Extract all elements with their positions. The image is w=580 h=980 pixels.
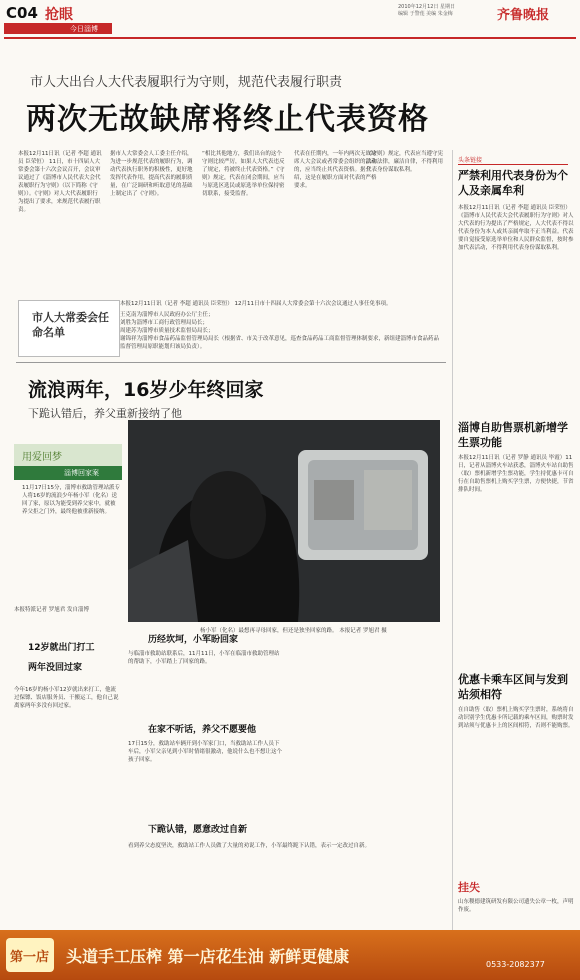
appointment-item: 刘胜为淄博市工商行政管理局局长； [120,320,209,326]
appointment-item: 周建苏为淄博市质量技术监督局局长； [120,328,214,334]
section-heading: 历经坎坷，小军盼回家 [148,635,239,645]
right-article-body: 本报12月11日讯（记者 李超 通讯员 臣荣恒）《淄博市人民代表大会代表履职行为守则》对人大代表的行为提出了严格规定，人大代表不得以代表身份为本人或其亲属牟取不正当利益。代表要自觉接受原选举单位和人民群众监督，按时参加代表活动，不得利用代表身份谋取私利。 [458,205,574,251]
tag-label: 淄博回家案 [64,469,99,477]
right-article-body: 本报12月11日讯（记者 罗静 通讯员 毕霞）11日，记者从淄博火车站获悉，淄博火车站自助售（取）票机新增学生票功能，学生持优惠卡可自行在自助售票机上购买学生票，方便快捷，节省排队时间。 [458,455,574,493]
right-column-head: 头条链接 [458,155,568,165]
section-heading: 12岁就出门打工 [28,643,95,653]
right-notice-body: 山东稷德建筑研发有限公司遗失公章一枚，声明作废。 [458,899,574,913]
story-title: 流浪两年，16岁少年终回家 [28,379,264,401]
article-column-4: 代表在任期内，一年内两次无故缺席人大会议或者常委会组织的活动的，应当终止其代表资格。据介绍，这是在履职方面对代表的严格要求。 [294,151,377,189]
ad-slogan: 头道手工压榨 第一店花生油 新鲜更健康 [66,947,350,966]
footer-advertisement [0,930,580,980]
section-heading: 两年没回过家 [28,663,83,673]
story-body: 与临淄市救助站联系后，11月11日，小军在临淄市救助管理站的帮助下，小军踏上了回家的路。 [128,651,280,665]
bus-window-illustration [128,420,440,622]
story-lead: 11月17日15分，淄博市救助管理站派专人将16岁的流浪少年杨小军（化名）送回了家，原以为能受到养父家中，就被养父拒之门外，最终他被重新接纳。 [22,485,120,515]
headline-kicker: 市人大出台人大代表履职行为守则，规范代表履行职责 [30,75,343,90]
appointment-item: 谢锦祥为淄博市食品药品监督管理局局长（根据省、市关于改革意见，巡查食品药品工商监督管理体制要求，新组建淄博市食品药品监督管理局原职能划归该局负责）。 [120,336,440,350]
headline-title: 两次无故缺席将终止代表资格 [26,102,429,137]
subsection-label: 今日淄博 [70,25,98,33]
issue-date: 2010年12月12日 星期日 [398,4,456,10]
right-article-body: 在自助售（取）票机上购买学生票时，系统将自动识别学生优惠卡所记载的乘车区间，购票时发到站须与优惠卡上的区间相符，否则不能购票。 [458,707,574,729]
paper-logo: 齐鲁晚报 [497,8,550,23]
news-photo [128,420,440,622]
article-column-1: 本报12月11日讯（记者 李超 通讯员 臣荣恒） 11日，市十四届人大常委会第十六次会议召开，会议审议通过了《淄博市人民代表大会代表履职行为守则》（以下简称《守则》）。《守则》对人大代表履职行为提出了要求，来规范代表履行职责。 [18,151,102,213]
right-article-title: 淄博自助售票机新增学生票功能 [458,421,568,449]
appointment-box-label: 市人大常委会任命名单 [32,311,109,339]
editor-line: 编辑 于警莲 美编 朱金梅 [398,11,453,17]
photo-caption: 杨小军（化名）最想再寻母回家，但还是独坐回家的路。 本报记者 罗旭君 摄 [200,628,387,634]
ad-brand: 第一店 [10,950,50,965]
story-body: 看到养父态度坚决，救助站工作人员做了大量的劝说工作，小军最终跪下认错，表示一定改过自新。 [128,843,371,849]
issue-info [398,4,455,18]
feature-label-bar [14,444,122,466]
ad-logo-box [6,938,54,972]
tag-bar [14,466,122,480]
section-title: 抢眼 [45,7,73,23]
story-body: 17日15分，救助站车辆开到小军家门口，当救助站工作人员下车后，小军父亲见到小军时情绪很激动，他说什么也不想让这个孩子回家。 [128,741,283,763]
appointment-item: 王克南为淄博市人民政府办公厅主任； [120,312,214,318]
right-article-title: 严禁利用代表身份为个人及亲属牟利 [458,169,568,197]
right-notice-title: 挂失 [458,881,480,894]
section-heading: 下跪认错，愿意改过自新 [148,825,248,835]
feature-label: 用爱回梦 [22,452,62,463]
page-code: C04 [6,4,38,22]
section-divider [16,362,446,363]
story-byline: 本报特派记者 罗旭君 发自淄博 [14,607,89,613]
header-rule [4,37,576,39]
story-subtitle: 下跪认错后，养父重新接纳了他 [28,407,182,420]
article-column-2: 据市人大常委会人工委主任介绍，为进一步规范代表的履职行为，调动代表执行职务的积极性，更好地发挥代表作用，提高代表的履职质量，在广泛调研和听取意见的基础上制定出了《守则》。 [110,151,193,197]
article-column-3: “相比其他地方，我们出台的这个守则比较严厉，如果人大代表违反了规定，将被终止代表资格。”《守则》规定，代表在闭会期间，应当与原选区选民或原选举单位保持密切联系，接受监督。 [202,151,285,197]
feature-box [14,444,122,596]
ad-hotline: 0533-2082377 [486,960,545,969]
column-rule [452,150,453,970]
appointment-notice [120,300,440,355]
right-article-title: 优惠卡乘车区间与发到站须相符 [458,673,568,701]
appointment-lead: 本报12月11日讯（记者 李超 通讯员 臣荣恒） 12月11日市十四届人大常委会第十六次会议通过人事任免事项。 [120,301,392,307]
article-column-5: 《守则》规定，代表应当遵守宪法和法律，廉洁自律，不得利用代表身份谋取私利。 [366,151,444,173]
story-body: 今年16岁的杨小军12岁就出来打工，他流过保镖、饭店服务员、干搬运工，他自己说离家两年多没有回过家。 [14,687,119,709]
section-heading: 在家不听话，养父不愿要他 [148,725,257,735]
